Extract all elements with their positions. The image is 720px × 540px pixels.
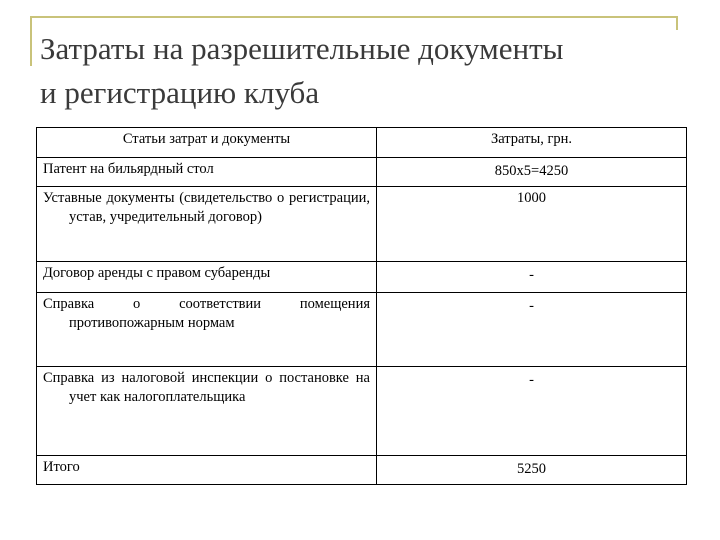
item-text: Справка о соответствии помещения противопожарным нормам: [43, 296, 370, 331]
table-row: [37, 187, 687, 262]
item-cell: [37, 367, 377, 456]
item-text: Уставные документы (свидетельство о регистрации, устав, учредительный договор): [43, 190, 370, 225]
total-cost-cell: 5250: [377, 456, 687, 485]
header-cell-costs: Затраты, грн.: [377, 128, 687, 158]
cost-cell: 1000: [377, 187, 687, 262]
table-row: [37, 293, 687, 367]
cost-cell: -: [377, 367, 687, 456]
item-text: Договор аренды с правом субаренды: [43, 265, 271, 281]
item-text: Итого: [43, 459, 80, 475]
cost-cell: 850х5=4250: [377, 158, 687, 187]
table-row-total: [37, 456, 687, 485]
table-row: [37, 158, 687, 187]
slide-frame-left-rule: [30, 16, 32, 66]
cost-cell: -: [377, 293, 687, 367]
item-cell: [37, 262, 377, 293]
header-cell-items: Статьи затрат и документы: [37, 128, 377, 158]
item-cell: [37, 456, 377, 485]
table-header-row: [37, 128, 687, 158]
item-text: Справка из налоговой инспекции о постановке на учет как налогоплательщика: [43, 370, 370, 405]
item-cell: [37, 158, 377, 187]
slide-title-line-1: Затраты на разрешительные документы: [40, 31, 564, 66]
slide-title: [40, 27, 700, 115]
slide-title-line-2: и регистрацию клуба: [40, 75, 320, 110]
table-row: [37, 262, 687, 293]
table-row: [37, 367, 687, 456]
slide-frame-top-rule: [30, 16, 678, 18]
cost-cell: -: [377, 262, 687, 293]
item-cell: [37, 293, 377, 367]
costs-table: [36, 127, 687, 485]
item-cell: [37, 187, 377, 262]
item-text: Патент на бильярдный стол: [43, 161, 214, 177]
